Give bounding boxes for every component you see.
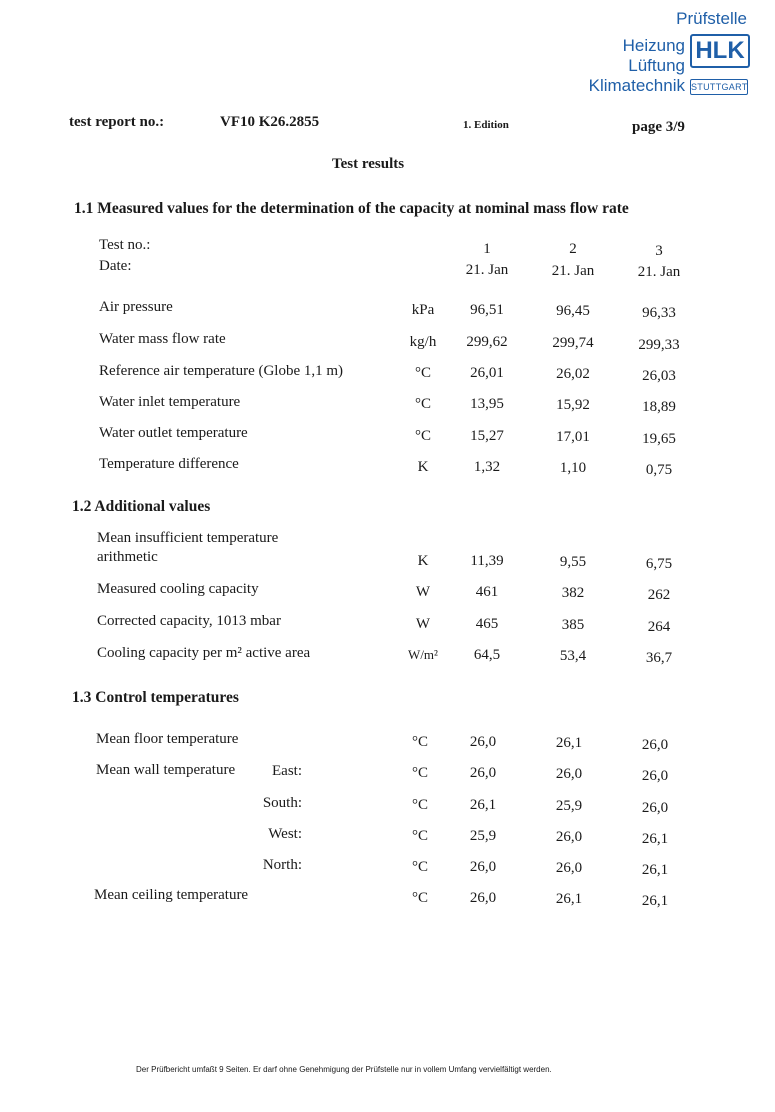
row-value-2: 15,92	[556, 397, 590, 413]
row-sublabel: East:	[272, 763, 302, 779]
row-unit: °C	[411, 797, 428, 813]
row-value-3: 0,75	[645, 462, 673, 478]
row-value-2: 26,0	[555, 829, 583, 845]
row-unit: °C	[411, 765, 428, 781]
row-label: Mean insufficient temperature	[97, 530, 279, 546]
row-label: Water outlet temperature	[99, 425, 248, 441]
row-value-2: 26,1	[555, 735, 583, 751]
row-unit: K	[417, 459, 429, 475]
row-label: Temperature difference	[99, 456, 239, 472]
row-value-2: 26,1	[555, 891, 583, 907]
row-label: Water mass flow rate	[99, 331, 226, 347]
row-value-2: 299,74	[552, 335, 594, 351]
logo-line-pruefstelle: Prüfstelle	[676, 9, 747, 28]
hlk-logo-badge: HLK	[690, 34, 750, 68]
date-label: Date:	[99, 258, 132, 274]
row-value-2: 53,4	[559, 648, 587, 664]
row-value-3: 96,33	[642, 305, 676, 321]
row-unit: °C	[411, 734, 428, 750]
row-value-1: 26,0	[469, 859, 497, 875]
test-date: 21. Jan	[637, 264, 681, 280]
row-sublabel: South:	[262, 795, 302, 811]
row-value-2: 26,02	[556, 366, 590, 382]
row-value-3: 36,7	[645, 650, 673, 666]
row-value-1: 26,0	[469, 890, 497, 906]
row-value-2: 17,01	[556, 429, 590, 445]
test-no-label: Test no.:	[99, 237, 151, 253]
section-1-1-title: 1.1 Measured values for the determination of the capacity at nominal mass flow rate	[74, 200, 629, 217]
row-value-2: 1,10	[559, 460, 587, 476]
test-date: 21. Jan	[465, 262, 509, 278]
row-value-3: 26,0	[641, 800, 669, 816]
row-value-3: 26,03	[642, 368, 676, 384]
page-number: page 3/9	[632, 119, 685, 135]
row-unit: W/m²	[408, 647, 438, 662]
logo-line-lueftung: Lüftung	[628, 56, 685, 75]
row-value-3: 18,89	[642, 399, 676, 415]
row-value-3: 26,1	[641, 831, 669, 847]
section-1-2-title: 1.2 Additional values	[72, 498, 211, 515]
row-label: Mean ceiling temperature	[94, 887, 249, 903]
row-unit: °C	[414, 365, 431, 381]
row-label: Reference air temperature (Globe 1,1 m)	[99, 363, 344, 379]
row-label: Air pressure	[99, 299, 173, 315]
row-value-3: 6,75	[645, 556, 673, 572]
row-value-1: 465	[475, 616, 499, 632]
row-value-1: 64,5	[473, 647, 501, 663]
report-number: VF10 K26.2855	[220, 114, 320, 130]
test-number: 1	[483, 241, 491, 257]
logo-line-heizung: Heizung	[622, 36, 685, 55]
row-value-3: 26,1	[641, 862, 669, 878]
row-label: Water inlet temperature	[99, 394, 241, 410]
row-value-3: 299,33	[638, 337, 680, 353]
row-value-2: 382	[561, 585, 585, 601]
row-value-1: 11,39	[470, 553, 504, 569]
row-value-3: 26,0	[641, 768, 669, 784]
row-value-1: 26,01	[470, 365, 504, 381]
row-value-2: 26,0	[555, 860, 583, 876]
row-value-1: 26,1	[469, 797, 497, 813]
row-value-1: 461	[475, 584, 499, 600]
row-value-3: 26,1	[641, 893, 669, 909]
row-label: Mean wall temperature	[96, 762, 236, 778]
row-value-3: 264	[647, 619, 671, 635]
test-number: 2	[569, 241, 577, 257]
section-1-3-title: 1.3 Control temperatures	[72, 689, 239, 706]
row-value-2: 385	[561, 617, 585, 633]
row-unit: K	[417, 553, 429, 569]
test-number: 3	[655, 243, 663, 259]
footer-note: Der Prüfbericht umfaßt 9 Seiten. Er darf ohne Genehmigung der Prüfstelle nur in vollem Umfang vervielfältigt werden.	[136, 1065, 552, 1074]
row-value-1: 96,51	[470, 302, 504, 318]
row-value-3: 19,65	[642, 431, 676, 447]
row-value-1: 13,95	[470, 396, 504, 412]
hlk-logo-stuttgart: STUTTGART	[690, 79, 748, 95]
row-value-1: 299,62	[466, 334, 508, 350]
page-title: Test results	[332, 156, 405, 172]
row-unit: °C	[411, 859, 428, 875]
row-unit: °C	[411, 828, 428, 844]
edition-label: 1. Edition	[463, 119, 509, 131]
row-value-2: 25,9	[555, 798, 583, 814]
row-label: Cooling capacity per m² active area	[97, 645, 311, 661]
row-unit: kg/h	[409, 334, 437, 350]
test-date: 21. Jan	[551, 263, 595, 279]
row-value-2: 26,0	[555, 766, 583, 782]
row-value-1: 26,0	[469, 734, 497, 750]
row-value-3: 26,0	[641, 737, 669, 753]
row-label-continued: arithmetic	[97, 549, 158, 565]
row-unit: kPa	[411, 302, 435, 318]
row-value-2: 96,45	[556, 303, 590, 319]
row-label: Corrected capacity, 1013 mbar	[97, 613, 281, 629]
row-sublabel: North:	[262, 857, 302, 873]
row-unit: W	[415, 584, 431, 600]
row-value-1: 1,32	[473, 459, 501, 475]
row-value-2: 9,55	[559, 554, 587, 570]
row-unit: W	[415, 616, 431, 632]
row-sublabel: West:	[268, 826, 302, 842]
row-value-1: 25,9	[469, 828, 497, 844]
row-value-3: 262	[647, 587, 671, 603]
row-label: Mean floor temperature	[96, 731, 239, 747]
logo-line-klimatechnik: Klimatechnik	[588, 76, 685, 95]
row-label: Measured cooling capacity	[97, 581, 259, 597]
row-unit: °C	[411, 890, 428, 906]
row-unit: °C	[414, 396, 431, 412]
report-number-label: test report no.:	[69, 114, 165, 130]
row-value-1: 26,0	[469, 765, 497, 781]
row-value-1: 15,27	[470, 428, 504, 444]
row-unit: °C	[414, 428, 431, 444]
